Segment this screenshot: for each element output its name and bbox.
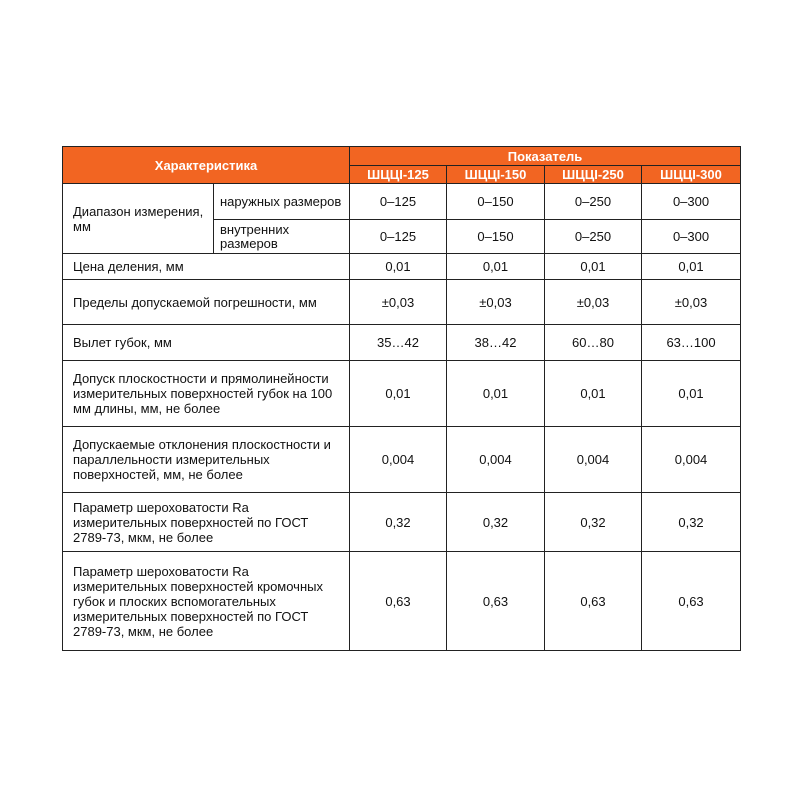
characteristic-header: Характеристика: [63, 147, 350, 184]
cell-value: 0,01: [642, 254, 741, 280]
cell-value: 0,32: [642, 493, 741, 552]
cell-value: 0,004: [447, 427, 545, 493]
cell-value: 0,01: [642, 361, 741, 427]
cell-value: 0,63: [350, 552, 447, 651]
cell-value: 0,01: [447, 361, 545, 427]
table-row: [63, 280, 741, 325]
cell-value: 0,01: [350, 361, 447, 427]
table-row: [63, 254, 741, 280]
cell-value: 0,01: [447, 254, 545, 280]
cell-value: 63…100: [642, 325, 741, 361]
cell-value: 0–300: [642, 184, 741, 220]
cell-value: 0–125: [350, 220, 447, 254]
cell-value: 0,01: [545, 254, 642, 280]
model-header: ШЦЦІ-250: [545, 166, 642, 184]
row-label: Допуск плоскостности и прямолинейности измерительных поверхностей губок на 100 мм длины, мм, не более: [63, 361, 350, 427]
cell-value: 0,004: [545, 427, 642, 493]
table-row: [63, 552, 741, 651]
row-label: Параметр шероховатости Ra измерительных поверхностей кромочных губок и плоских вспомогательных измерительных поверхностей по ГОСТ 2789-73, мкм, не более: [63, 552, 350, 651]
table-row: [63, 361, 741, 427]
row-label: Параметр шероховатости Ra измерительных поверхностей по ГОСТ 2789-73, мкм, не более: [63, 493, 350, 552]
model-header: ШЦЦІ-150: [447, 166, 545, 184]
row-label: Пределы допускаемой погрешности, мм: [63, 280, 350, 325]
row-label: Диапазон измерения, мм: [63, 184, 214, 254]
model-header: ШЦЦІ-300: [642, 166, 741, 184]
cell-value: 0,004: [642, 427, 741, 493]
row-label: Вылет губок, мм: [63, 325, 350, 361]
cell-value: 0,004: [350, 427, 447, 493]
cell-value: 0,01: [545, 361, 642, 427]
cell-value: 0,01: [350, 254, 447, 280]
row-label: Допускаемые отклонения плоскостности и параллельности измерительных поверхностей, мм, не более: [63, 427, 350, 493]
cell-value: 0–125: [350, 184, 447, 220]
cell-value: ±0,03: [642, 280, 741, 325]
row-label: Цена деления, мм: [63, 254, 350, 280]
cell-value: 0–150: [447, 220, 545, 254]
specifications-table: [62, 146, 741, 651]
model-header: ШЦЦІ-125: [350, 166, 447, 184]
sub-label: внутренних размеров: [214, 220, 350, 254]
cell-value: 0–150: [447, 184, 545, 220]
table-row: [63, 427, 741, 493]
table-row: [63, 493, 741, 552]
cell-value: ±0,03: [350, 280, 447, 325]
cell-value: 38…42: [447, 325, 545, 361]
cell-value: 0,63: [447, 552, 545, 651]
cell-value: 0,32: [447, 493, 545, 552]
cell-value: 0,32: [545, 493, 642, 552]
cell-value: 0,32: [350, 493, 447, 552]
sub-label: наружных размеров: [214, 184, 350, 220]
cell-value: ±0,03: [545, 280, 642, 325]
cell-value: 0–300: [642, 220, 741, 254]
table-row: [63, 325, 741, 361]
cell-value: 60…80: [545, 325, 642, 361]
table-row: [63, 184, 741, 220]
cell-value: 35…42: [350, 325, 447, 361]
cell-value: ±0,03: [447, 280, 545, 325]
cell-value: 0–250: [545, 220, 642, 254]
cell-value: 0,63: [545, 552, 642, 651]
cell-value: 0,63: [642, 552, 741, 651]
indicator-header: Показатель: [350, 147, 741, 166]
cell-value: 0–250: [545, 184, 642, 220]
